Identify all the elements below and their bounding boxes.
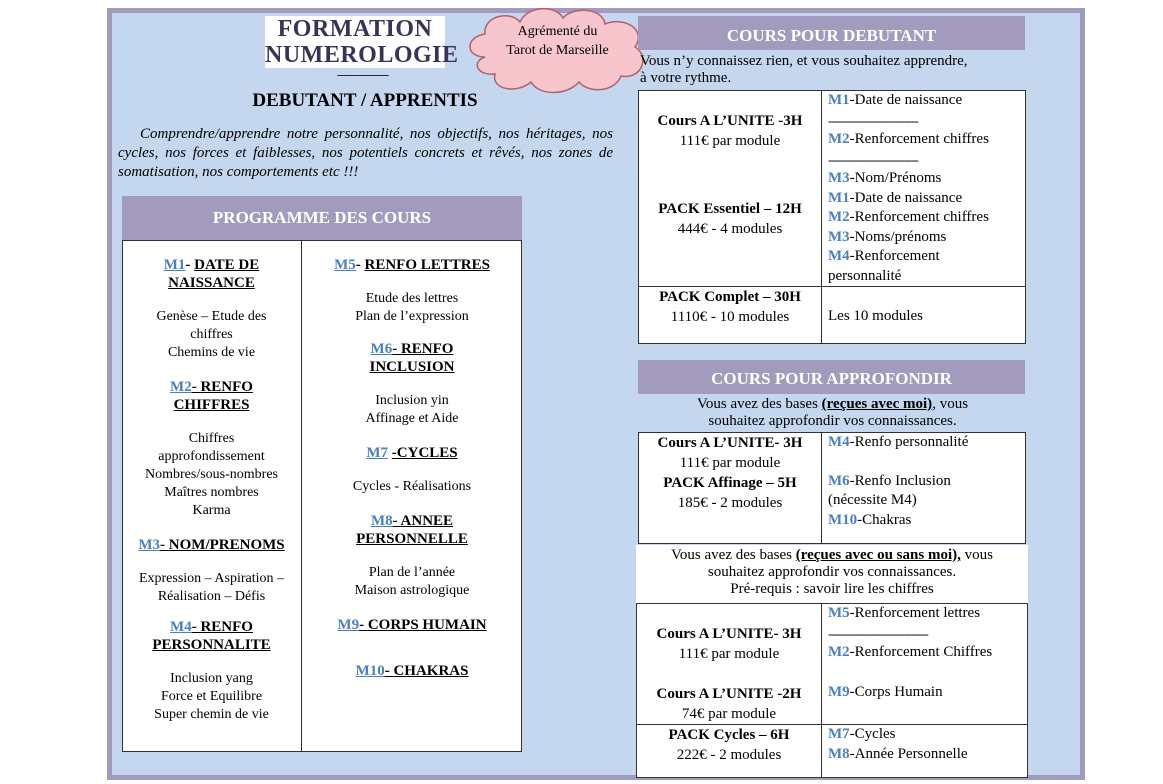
offer-price: 185€ - 2 modules — [677, 495, 783, 511]
table-cell — [637, 725, 822, 778]
title-separator: ---------------------- — [336, 70, 389, 81]
table-cell — [639, 287, 822, 344]
module-detail: Plan de l’année — [368, 565, 456, 580]
module-code: M10 — [828, 511, 858, 528]
table-cell — [822, 604, 1028, 725]
intro-text: vous — [960, 547, 993, 563]
intro-text: Vous avez des bases — [671, 547, 796, 563]
module-m2: M2- RENFO CHIFFRES — [170, 379, 253, 413]
module-label: -Date de naissance — [849, 92, 963, 108]
intro-text: Vous avez des bases — [696, 396, 822, 412]
module-detail: Maîtres nombres — [164, 485, 259, 500]
module-detail: Genèse – Etude des — [156, 309, 267, 324]
table-cell — [822, 287, 1026, 344]
module-title: RENFO LETTRES — [364, 257, 490, 273]
badge-line2: Tarot de Marseille — [506, 43, 609, 58]
offer-price: 444€ - 4 modules — [677, 221, 783, 237]
module-label: -Renforcement Chiffres — [849, 644, 993, 660]
module-detail: Karma — [192, 503, 231, 518]
module-number: M5 — [334, 257, 356, 273]
offer-price: 1110€ - 10 modules — [670, 309, 790, 325]
module-m6: M6- RENFO INCLUSION — [369, 341, 455, 375]
module-detail: Plan de l’expression — [355, 309, 469, 324]
table-row — [637, 725, 1028, 778]
module-m4: M4- RENFO PERSONNALITE — [152, 619, 271, 653]
module-number: M7 — [366, 445, 389, 461]
module-detail: approfondissement — [158, 449, 265, 464]
page-subtitle: DEBUTANT / APPRENTIS — [252, 90, 478, 111]
module-title: ANNEE — [400, 513, 454, 529]
module-m5: M5- RENFO LETTRES — [334, 257, 490, 273]
table-cell — [637, 604, 822, 725]
module-label: -Renforcement chiffres — [849, 209, 989, 225]
module-m10: M10- CHAKRAS — [355, 663, 469, 679]
module-detail: Cycles - Réalisations — [352, 479, 472, 494]
module-code: M6 — [828, 472, 850, 489]
module-title: -CYCLES — [391, 445, 458, 461]
module-title: PERSONNALITE — [152, 637, 271, 653]
offer-name: PACK Complet – 30H — [659, 289, 801, 305]
module-code: M3 — [828, 170, 850, 186]
offer-name: PACK Cycles – 6H — [668, 727, 790, 743]
module-code: M2 — [828, 644, 850, 660]
module-number: M10 — [355, 663, 385, 679]
module-detail: Nombres/sous-nombres — [145, 467, 278, 482]
offer-price: 111€ par module — [679, 455, 781, 471]
table-cell — [639, 433, 822, 544]
module-code: M7 — [828, 726, 850, 742]
module-code: M1 — [828, 189, 850, 206]
badge-line1: Agrémenté du — [517, 24, 598, 39]
approfondir-table-2 — [636, 603, 1028, 778]
table-row — [639, 433, 1026, 544]
module-number: M6 — [370, 341, 393, 357]
module-title: RENFO — [400, 341, 454, 357]
approfondir-intro2 — [636, 547, 1028, 598]
module-code: M2 — [828, 131, 850, 147]
cloud-badge-text — [480, 22, 635, 60]
debutant-intro-line: à votre rythme. — [640, 70, 732, 86]
module-label: -Chakras — [857, 511, 912, 528]
intro-text: Comprendre/apprendre notre personnalité, nos objectifs, nos héritages, nos cycles, nos forces et faiblesses, nos potentiels concrets et rêvés, nos zones de somatisation, nos comportements etc !!! — [118, 126, 613, 180]
table-cell — [822, 433, 1026, 544]
module-title: PERSONNELLE — [356, 531, 468, 547]
intro-text: , vous — [932, 396, 969, 412]
intro-emphasis: (reçues avec ou sans moi), — [795, 547, 961, 563]
table-cell — [822, 91, 1026, 287]
module-detail: Inclusion yang — [170, 671, 253, 686]
intro-emphasis: (reçues avec moi) — [821, 396, 933, 412]
module-detail: Chiffres — [188, 431, 235, 446]
module-label: -Renforcement chiffres — [849, 131, 989, 147]
module-code: M9 — [828, 683, 850, 700]
module-m1: M1- DATE DE NAISSANCE — [163, 257, 260, 291]
approfondir-table — [638, 432, 1026, 544]
separator: --------------------------- — [828, 112, 918, 128]
separator: ------------------------------ — [828, 625, 928, 641]
table-row — [639, 287, 1026, 344]
table-row — [639, 91, 1026, 287]
module-title: CHIFFRES — [173, 397, 250, 413]
module-detail: Affinage et Aide — [365, 411, 459, 426]
offer-name: PACK Affinage – 5H — [663, 475, 797, 491]
module-m7 — [302, 444, 522, 462]
module-label: -Noms/prénoms — [849, 228, 947, 245]
module-title: RENFO — [200, 379, 253, 395]
module-detail: Etude des lettres — [365, 291, 459, 306]
offer-name: Cours A L’UNITE- 3H — [656, 626, 802, 642]
module-detail: chiffres — [190, 327, 233, 342]
module-title: INCLUSION — [369, 359, 455, 375]
table-cell — [822, 725, 1028, 778]
debutant-intro — [640, 53, 1025, 87]
programme-header: PROGRAMME DES COURS — [122, 196, 522, 240]
module-title: CHAKRAS — [393, 663, 469, 679]
module-label: -Renfo personnalité — [849, 434, 969, 450]
debutant-table — [638, 90, 1026, 344]
module-label: -Corps Humain — [849, 683, 943, 700]
module-label: (nécessite M4) — [828, 492, 917, 508]
title-line1: FORMATION — [277, 16, 433, 42]
debutant-intro-line: Vous n’y connaissez rien, et vous souhaitez apprendre, — [640, 53, 968, 69]
offer-name: Cours A L’UNITE -3H — [657, 113, 803, 129]
module-m8: M8- ANNEE PERSONNELLE — [356, 513, 468, 547]
table-row — [637, 604, 1028, 725]
module-number: M4 — [170, 619, 192, 635]
module-label: -Date de naissance — [849, 189, 963, 206]
offer-content: Les 10 modules — [828, 308, 923, 324]
module-label: -Renforcement — [849, 248, 940, 264]
module-title: DATE DE — [194, 257, 260, 273]
module-label: -Renforcement lettres — [849, 605, 981, 621]
module-title: CORPS HUMAIN — [367, 617, 487, 633]
table-cell — [639, 91, 822, 287]
module-detail: Inclusion yin — [375, 393, 449, 408]
offer-name: Cours A L’UNITE- 3H — [657, 435, 803, 451]
module-title: NOM/PRENOMS — [168, 537, 285, 553]
module-number: M8 — [370, 513, 393, 529]
module-label: personnalité — [828, 267, 902, 284]
module-label: -Année Personnelle — [849, 745, 968, 762]
module-detail: Réalisation – Défis — [157, 589, 266, 604]
module-code: M8 — [828, 745, 850, 762]
offer-name: PACK Essentiel – 12H — [658, 201, 802, 217]
module-number: M9 — [337, 617, 360, 633]
title-line2: NUMEROLOGIE — [265, 42, 459, 68]
module-code: M1 — [828, 92, 850, 108]
module-m3: M3- NOM/PRENOMS — [138, 537, 285, 553]
module-code: M2 — [828, 209, 850, 225]
offer-price: 74€ par module — [681, 706, 777, 722]
module-number: M3 — [138, 537, 161, 553]
approfondir-intro — [640, 396, 1025, 430]
module-code: M5 — [828, 605, 850, 621]
module-code: M4 — [828, 248, 850, 264]
module-title: NAISSANCE — [168, 275, 255, 291]
page-title — [265, 16, 459, 68]
programme-left-column — [123, 256, 300, 724]
debutant-header: COURS POUR DEBUTANT — [638, 16, 1025, 50]
separator: --------------------------- — [828, 151, 918, 167]
prerequisite-text: Pré-requis : savoir lire les chiffres — [730, 581, 934, 597]
offer-price: 222€ - 2 modules — [676, 747, 782, 763]
module-label: -Nom/Prénoms — [849, 170, 942, 186]
module-code: M4 — [828, 434, 850, 450]
module-number: M1 — [163, 257, 186, 273]
module-label: -Cycles — [849, 726, 896, 742]
module-number: M2 — [170, 379, 192, 395]
approfondir-header: COURS POUR APPROFONDIR — [638, 360, 1025, 394]
offer-price: 111€ par module — [678, 646, 780, 662]
module-detail: Force et Equilibre — [160, 689, 263, 704]
module-detail: Chemins de vie — [167, 345, 256, 360]
module-m9: M9- CORPS HUMAIN — [337, 617, 487, 633]
offer-price: 111€ par module — [679, 133, 781, 149]
offer-name: Cours A L’UNITE -2H — [656, 686, 802, 702]
programme-right-column — [302, 256, 522, 680]
module-detail: Maison astrologique — [354, 583, 470, 598]
module-label: -Renfo Inclusion — [849, 472, 951, 489]
module-title: RENFO — [200, 619, 253, 635]
module-detail: Expression – Aspiration – — [138, 571, 285, 586]
module-code: M3 — [828, 228, 850, 245]
module-detail: Super chemin de vie — [154, 707, 269, 722]
intro-text: souhaitez approfondir vos connaissances. — [708, 413, 957, 429]
intro-text: souhaitez approfondir vos connaissances. — [707, 564, 957, 580]
